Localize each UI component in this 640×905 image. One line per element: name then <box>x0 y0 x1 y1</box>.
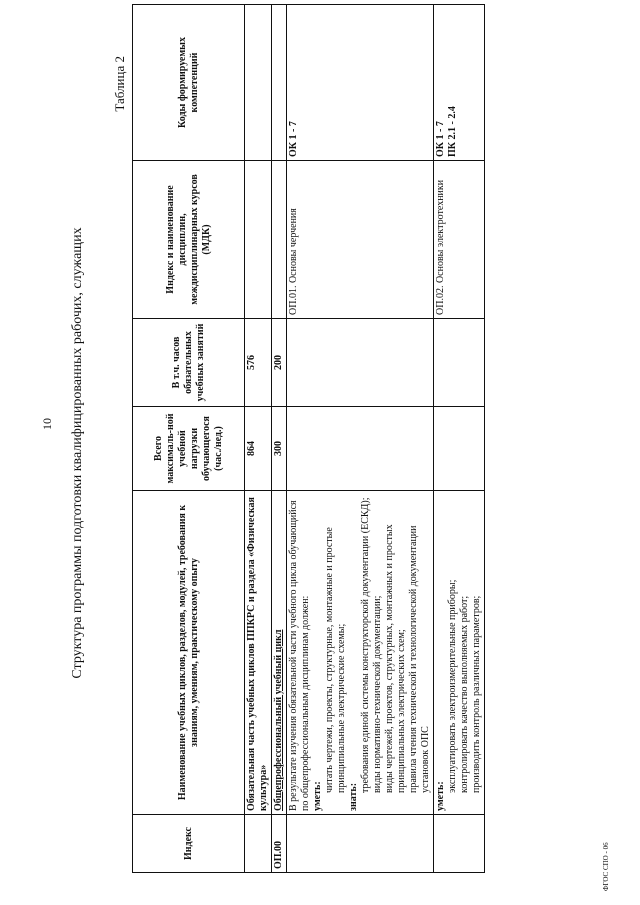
op02-umet-item: эксплуатировать электроизмерительные приборы; <box>447 579 458 793</box>
op02-umet-item: контролировать качество выполняемых работ; <box>459 595 470 793</box>
cell-competence <box>245 5 272 161</box>
cell-required-hours <box>287 319 434 407</box>
cell-max-load <box>287 407 434 491</box>
document-title: Структура программы подготовки квалифицированных рабочих, служащих <box>70 227 85 679</box>
cell-index: ОП.00 <box>272 815 287 873</box>
table-header-row <box>133 5 245 873</box>
cell-discipline <box>245 161 272 319</box>
op02-umet-item: производить контроль различных параметров; <box>471 595 482 793</box>
op01-umet-label: уметь: <box>312 781 323 811</box>
header-competence: Коды формируемых компетенций <box>133 5 245 161</box>
cell-competence <box>434 5 485 161</box>
table-row-op01 <box>287 5 434 873</box>
cell-index <box>245 815 272 873</box>
cell-competence <box>272 5 287 161</box>
cell-competence: ОК 1 - 7 <box>287 5 434 161</box>
cell-name <box>287 491 434 815</box>
cell-name <box>434 491 485 815</box>
cell-index <box>287 815 434 873</box>
cell-index <box>434 815 485 873</box>
op01-znat-item: требования единой системы конструкторской документации (ЕСКД); <box>360 497 371 793</box>
table-row-total <box>245 5 272 873</box>
cell-name: Обязательная часть учебных циклов ППКРС и раздела «Физическая культура» <box>245 491 272 815</box>
table-label: Таблица 2 <box>112 56 127 112</box>
cell-name: Общепрофессиональный учебный цикл <box>272 491 287 815</box>
footer-code: ФГОС СПО - 06 <box>602 842 610 891</box>
cell-max-load <box>434 407 485 491</box>
header-discipline: Индекс и наименование дисциплин, междисциплинарных курсов (МДК) <box>133 161 245 319</box>
cell-required-hours <box>434 319 485 407</box>
cell-required-hours: 576 <box>245 319 272 407</box>
op02-competence-ok: ОК 1 - 7 <box>435 121 446 157</box>
op01-umet-item: читать чертежи, проекты, структурные, монтажные и простые принципиальные электрические схемы; <box>324 527 347 793</box>
cell-max-load: 300 <box>272 407 287 491</box>
op02-competence-pk: ПК 2.1 - 2.4 <box>447 106 458 157</box>
cell-discipline: ОП.01. Основы черчения <box>287 161 434 319</box>
header-index: Индекс <box>133 815 245 873</box>
cell-max-load: 864 <box>245 407 272 491</box>
op01-znat-item: правила чтения технической и технологической документации установок ОПС <box>408 525 431 793</box>
op01-znat-item: виды чертежей, проектов, структурных, монтажных и простых принципиальных электрических схем; <box>384 524 407 793</box>
op01-znat-item: виды нормативно-технической документации; <box>372 595 383 793</box>
op02-umet-label: уметь: <box>435 781 446 811</box>
header-required-hours: В т.ч. часов обязательных учебных занятий <box>133 319 245 407</box>
cell-required-hours: 200 <box>272 319 287 407</box>
op01-intro: В результате изучения обязательной части учебного цикла обучающийся по общепрофессиональным дисциплинам должен: <box>288 500 311 811</box>
table-row-op <box>272 5 287 873</box>
header-max-load: Всего максималь-ной учебной нагрузки обучающегося (час./нед.) <box>133 407 245 491</box>
header-name: Наименование учебных циклов, разделов, модулей, требования к знаниям, умениям, практическому опыту <box>133 491 245 815</box>
cell-discipline <box>272 161 287 319</box>
op01-znat-label: знать: <box>348 782 359 811</box>
table-row-op02 <box>434 5 485 873</box>
cell-discipline: ОП.02. Основы электротехники <box>434 161 485 319</box>
structure-table <box>132 4 485 873</box>
page-number: 10 <box>40 418 54 430</box>
